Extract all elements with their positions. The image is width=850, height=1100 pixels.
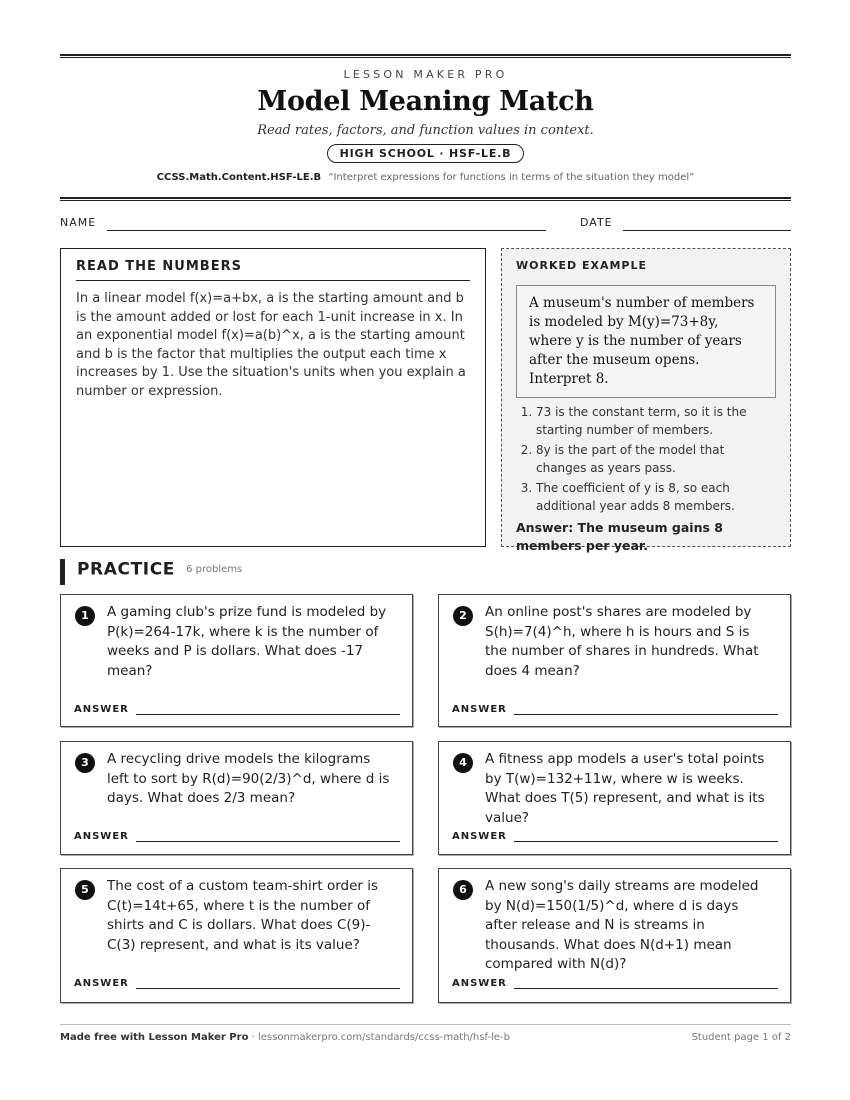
problem-text: A gaming club's prize fund is modeled by P(k)=264-17k, where k is the number of weeks and P is dollars. What does -17 mean?	[107, 604, 387, 679]
name-field[interactable]	[107, 230, 546, 231]
worked-steps	[516, 404, 776, 515]
problem-card-1	[60, 594, 413, 727]
worked-step: 2. 8y is the part of the model that changes as years pass.	[536, 442, 776, 477]
problem-text: The cost of a custom team-shirt order is C(t)=14t+65, where t is the number of shirts and C is dollars. What does C(9)-C(3) represent, and what is its value?	[107, 878, 379, 953]
read-the-numbers-box	[60, 248, 486, 547]
practice-title: PRACTICE	[77, 559, 175, 580]
practice-heading	[60, 559, 242, 585]
problem-number-badge: 4	[453, 753, 473, 773]
worked-problem: A museum's number of members is modeled by M(y)=73+8y, where y is the number of years after the museum opens. Interpret 8.	[516, 285, 776, 398]
answer-label: ANSWER	[74, 704, 129, 715]
footer-made-with: Made free with Lesson Maker Pro	[60, 1032, 249, 1043]
read-heading: READ THE NUMBERS	[76, 259, 470, 281]
answer-line[interactable]	[136, 714, 400, 715]
worked-answer: Answer: The museum gains 8 members per year.	[516, 520, 723, 553]
problem-card-5	[60, 868, 413, 1003]
footer-page-number: Student page 1 of 2	[691, 1032, 791, 1043]
worksheet-page	[60, 54, 791, 1043]
worked-example-box	[501, 248, 791, 553]
name-label: NAME	[60, 216, 97, 229]
problem-number-badge: 1	[75, 606, 95, 626]
problem-text: A fitness app models a user's total points by T(w)=132+11w, where w is weeks. What does T(5) represent, and what is its value?	[485, 751, 765, 826]
problem-card-4	[438, 741, 791, 855]
answer-label: ANSWER	[74, 831, 129, 842]
answer-line[interactable]	[514, 988, 778, 989]
brand-name: LESSON MAKER PRO	[343, 68, 508, 81]
intro-row	[60, 248, 791, 553]
problem-card-2	[438, 594, 791, 727]
answer-label: ANSWER	[74, 978, 129, 989]
worked-step: 3. The coefficient of y is 8, so each additional year adds 8 members.	[536, 480, 776, 515]
problem-card-6	[438, 868, 791, 1003]
problem-number-badge: 5	[75, 880, 95, 900]
read-body: In a linear model f(x)=a+bx, a is the starting amount and b is the amount added or lost for each 1-unit increase in x. In an exponential model f(x)=a(b)^x, a is the starting amount and b is the factor that multiplies the output each time x increases by 1. Use the situation's units when you explain a number or expression.	[76, 291, 466, 399]
answer-line[interactable]	[514, 714, 778, 715]
worksheet-header	[60, 58, 791, 183]
answer-label: ANSWER	[452, 831, 507, 842]
problem-text: A new song's daily streams are modeled by N(d)=150(1/5)^d, where d is days after release and N is streams in thousands. What does N(d+1) mean compared with N(d)?	[485, 878, 759, 972]
name-date-row	[60, 211, 791, 241]
answer-line[interactable]	[136, 841, 400, 842]
answer-line[interactable]	[136, 988, 400, 989]
problem-text: An online post's shares are modeled by S(h)=7(4)^h, where h is hours and S is the number of shares in hundreds. What does 4 mean?	[485, 604, 759, 679]
problem-card-3	[60, 741, 413, 855]
problem-number-badge: 2	[453, 606, 473, 626]
worked-step: 1. 73 is the constant term, so it is the starting number of members.	[536, 404, 776, 439]
footer-url[interactable]: · lessonmakerpro.com/standards/ccss-math/hsf-le-b	[251, 1032, 510, 1043]
answer-line[interactable]	[514, 841, 778, 842]
date-label: DATE	[580, 216, 613, 229]
level-badge: HIGH SCHOOL · HSF-LE.B	[327, 144, 525, 163]
worked-heading: WORKED EXAMPLE	[516, 259, 647, 272]
date-field[interactable]	[623, 230, 791, 231]
problem-number-badge: 3	[75, 753, 95, 773]
problem-number-badge: 6	[453, 880, 473, 900]
header-bottom-rule	[60, 197, 791, 201]
problem-text: A recycling drive models the kilograms left to sort by R(d)=90(2/3)^d, where d is days. What does 2/3 mean?	[107, 751, 390, 806]
answer-label: ANSWER	[452, 978, 507, 989]
standard-description: “Interpret expressions for functions in terms of the situation they model”	[328, 172, 695, 183]
standard-code: CCSS.Math.Content.HSF-LE.B	[156, 172, 322, 183]
page-footer	[60, 1024, 791, 1043]
standard-line	[60, 172, 791, 183]
page-subtitle: Read rates, factors, and function values in context.	[257, 123, 594, 138]
answer-label: ANSWER	[452, 704, 507, 715]
page-title: Model Meaning Match	[257, 86, 594, 117]
practice-count: 6 problems	[186, 564, 243, 575]
